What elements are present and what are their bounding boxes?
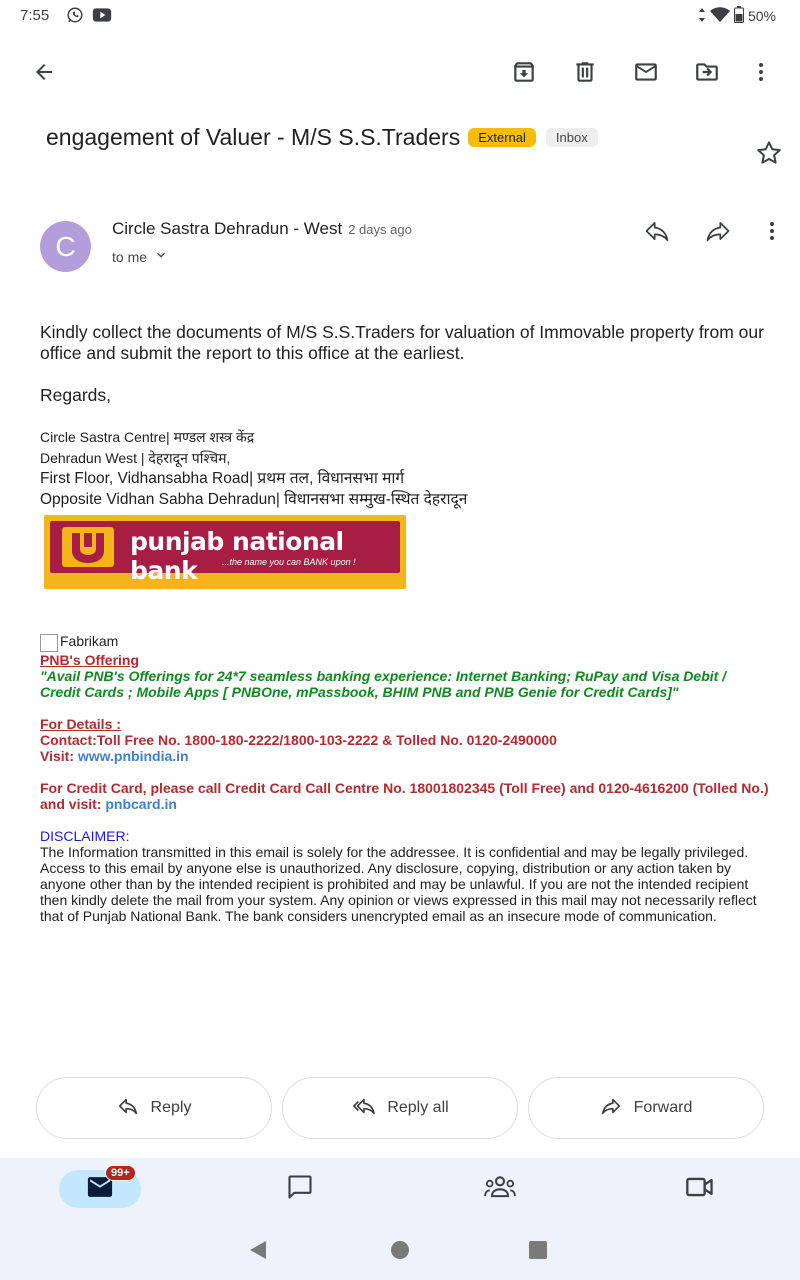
archive-icon[interactable]: [508, 56, 540, 88]
nav-meet[interactable]: [659, 1170, 741, 1208]
visit-line: [40, 748, 770, 764]
signature-block-1: [40, 427, 770, 469]
youtube-icon: [92, 6, 112, 29]
pnbcard-link[interactable]: pnbcard.in: [105, 796, 177, 812]
email-subject: engagement of Valuer - M/S S.S.Traders: [46, 124, 461, 150]
offering-title: PNB's Offering: [40, 652, 140, 668]
meet-icon: [685, 1174, 715, 1205]
delete-icon[interactable]: [569, 56, 601, 88]
nav-chat[interactable]: [259, 1170, 341, 1208]
system-nav-bar: [0, 1220, 800, 1280]
chat-icon: [286, 1173, 314, 1206]
email-regards: Regards,: [40, 385, 112, 405]
unread-count-badge: 99+: [105, 1165, 136, 1181]
sent-time: 2 days ago: [348, 222, 412, 237]
more-vert-icon[interactable]: [756, 215, 788, 247]
fabrikam-image: [40, 632, 118, 650]
system-recents-icon[interactable]: [526, 1238, 550, 1262]
inbox-label[interactable]: Inbox: [546, 128, 598, 147]
more-vert-icon[interactable]: [745, 56, 777, 88]
email-body: Kindly collect the documents of M/S S.S.Traders for valuation of Immovable property from our office and submit the report to this office at the earliest.: [40, 322, 764, 363]
nav-spaces[interactable]: [459, 1170, 541, 1208]
external-badge: External: [468, 128, 536, 147]
reply-all-icon: [351, 1095, 375, 1122]
subject-row: [46, 124, 766, 151]
reply-icon: [117, 1095, 139, 1122]
whatsapp-icon: [66, 6, 84, 29]
sender-name: Circle Sastra Dehradun - West: [112, 219, 343, 238]
visit-label: Visit:: [40, 748, 74, 764]
recipient-label: to me: [112, 248, 148, 265]
broken-image-icon: [40, 634, 58, 652]
pnb-emblem-icon: [62, 527, 114, 567]
reply-label: Reply: [150, 1099, 192, 1116]
signature-line: First Floor, Vidhansabha Road| प्रथम तल, विधानसभा मार्ग: [40, 470, 405, 487]
reply-all-label: Reply all: [387, 1099, 449, 1116]
spaces-icon: [484, 1174, 516, 1205]
mark-unread-icon[interactable]: [630, 56, 662, 88]
system-back-icon[interactable]: [246, 1238, 270, 1262]
top-toolbar: [0, 44, 800, 100]
reply-icon[interactable]: [641, 215, 673, 247]
contact-line: Contact:Toll Free No. 1800-180-2222/1800-103-2222 & Tolled No. 0120-2490000: [40, 732, 557, 748]
offering-text: "Avail PNB's Offerings for 24*7 seamless banking experience: Internet Banking; RuPay and Visa Debit / Credit Cards ; Mobile Apps [ PNBOne, mPassbook, BHIM PNB and PNB Genie for Credit Cards]": [40, 668, 727, 700]
move-to-icon[interactable]: [691, 56, 723, 88]
battery-icon: [734, 6, 744, 26]
status-bar: [0, 0, 800, 32]
sender-line: [112, 219, 412, 239]
signature-line: Opposite Vidhan Sabha Dehradun| विधानसभा सम्मुख-स्थित देहरादून: [40, 491, 468, 508]
pnb-logo-tagline: ...the name you can BANK upon !: [222, 557, 356, 567]
signature-block-2: [40, 468, 770, 510]
back-arrow-icon[interactable]: [28, 56, 60, 88]
battery-percent: 50%: [747, 8, 776, 24]
star-icon[interactable]: [754, 138, 784, 168]
wifi-icon: [710, 7, 730, 26]
credit-card-text: For Credit Card, please call Credit Card Call Centre No. 18001802345 (Toll Free) and 0120-4616200 (Tolled No.) and visit:: [40, 780, 769, 812]
signature-line: Circle Sastra Centre| मण्डल शस्त्र केंद्र: [40, 429, 255, 445]
fabrikam-alt-text: Fabrikam: [60, 633, 119, 649]
signature-line: Dehradun West | देहरादून पश्चिम,: [40, 450, 231, 466]
forward-icon[interactable]: [702, 215, 734, 247]
chevron-down-icon: [153, 247, 169, 266]
reply-button[interactable]: [36, 1077, 272, 1139]
forward-button[interactable]: [528, 1077, 764, 1139]
data-arrows-icon: [698, 7, 706, 26]
disclaimer-title: DISCLAIMER:: [40, 828, 130, 844]
forward-label: Forward: [633, 1099, 693, 1116]
system-home-icon[interactable]: [388, 1238, 412, 1262]
forward-icon: [600, 1095, 622, 1122]
nav-mail[interactable]: [59, 1167, 141, 1208]
details-title: For Details :: [40, 716, 121, 732]
disclaimer-text: The Information transmitted in this email is solely for the addressee. It is confidential and may be legally privileged. Access to this email by anyone else is unauthorized. Any disclosure, copying, distribution or any action taken by anyone other than by the intended recipient is prohibited and may be unlawful. If you are not the intended recipient then kindly delete the mail from your system. Any opinion or views expressed in this mail may not necessarily reflect that of Punjab National Bank. The bank considers unencrypted email as an insecure mode of communication.: [40, 844, 757, 924]
pnbindia-link[interactable]: www.pnbindia.in: [77, 748, 189, 764]
pnb-logo-name: punjab national bank: [130, 527, 344, 585]
recipient-toggle[interactable]: [112, 247, 169, 266]
reply-all-button[interactable]: [282, 1077, 518, 1139]
avatar[interactable]: C: [40, 221, 91, 272]
credit-card-line: [40, 780, 770, 812]
bottom-nav: [0, 1158, 800, 1220]
status-time: 7:55: [20, 7, 50, 24]
pnb-logo: [44, 515, 406, 589]
